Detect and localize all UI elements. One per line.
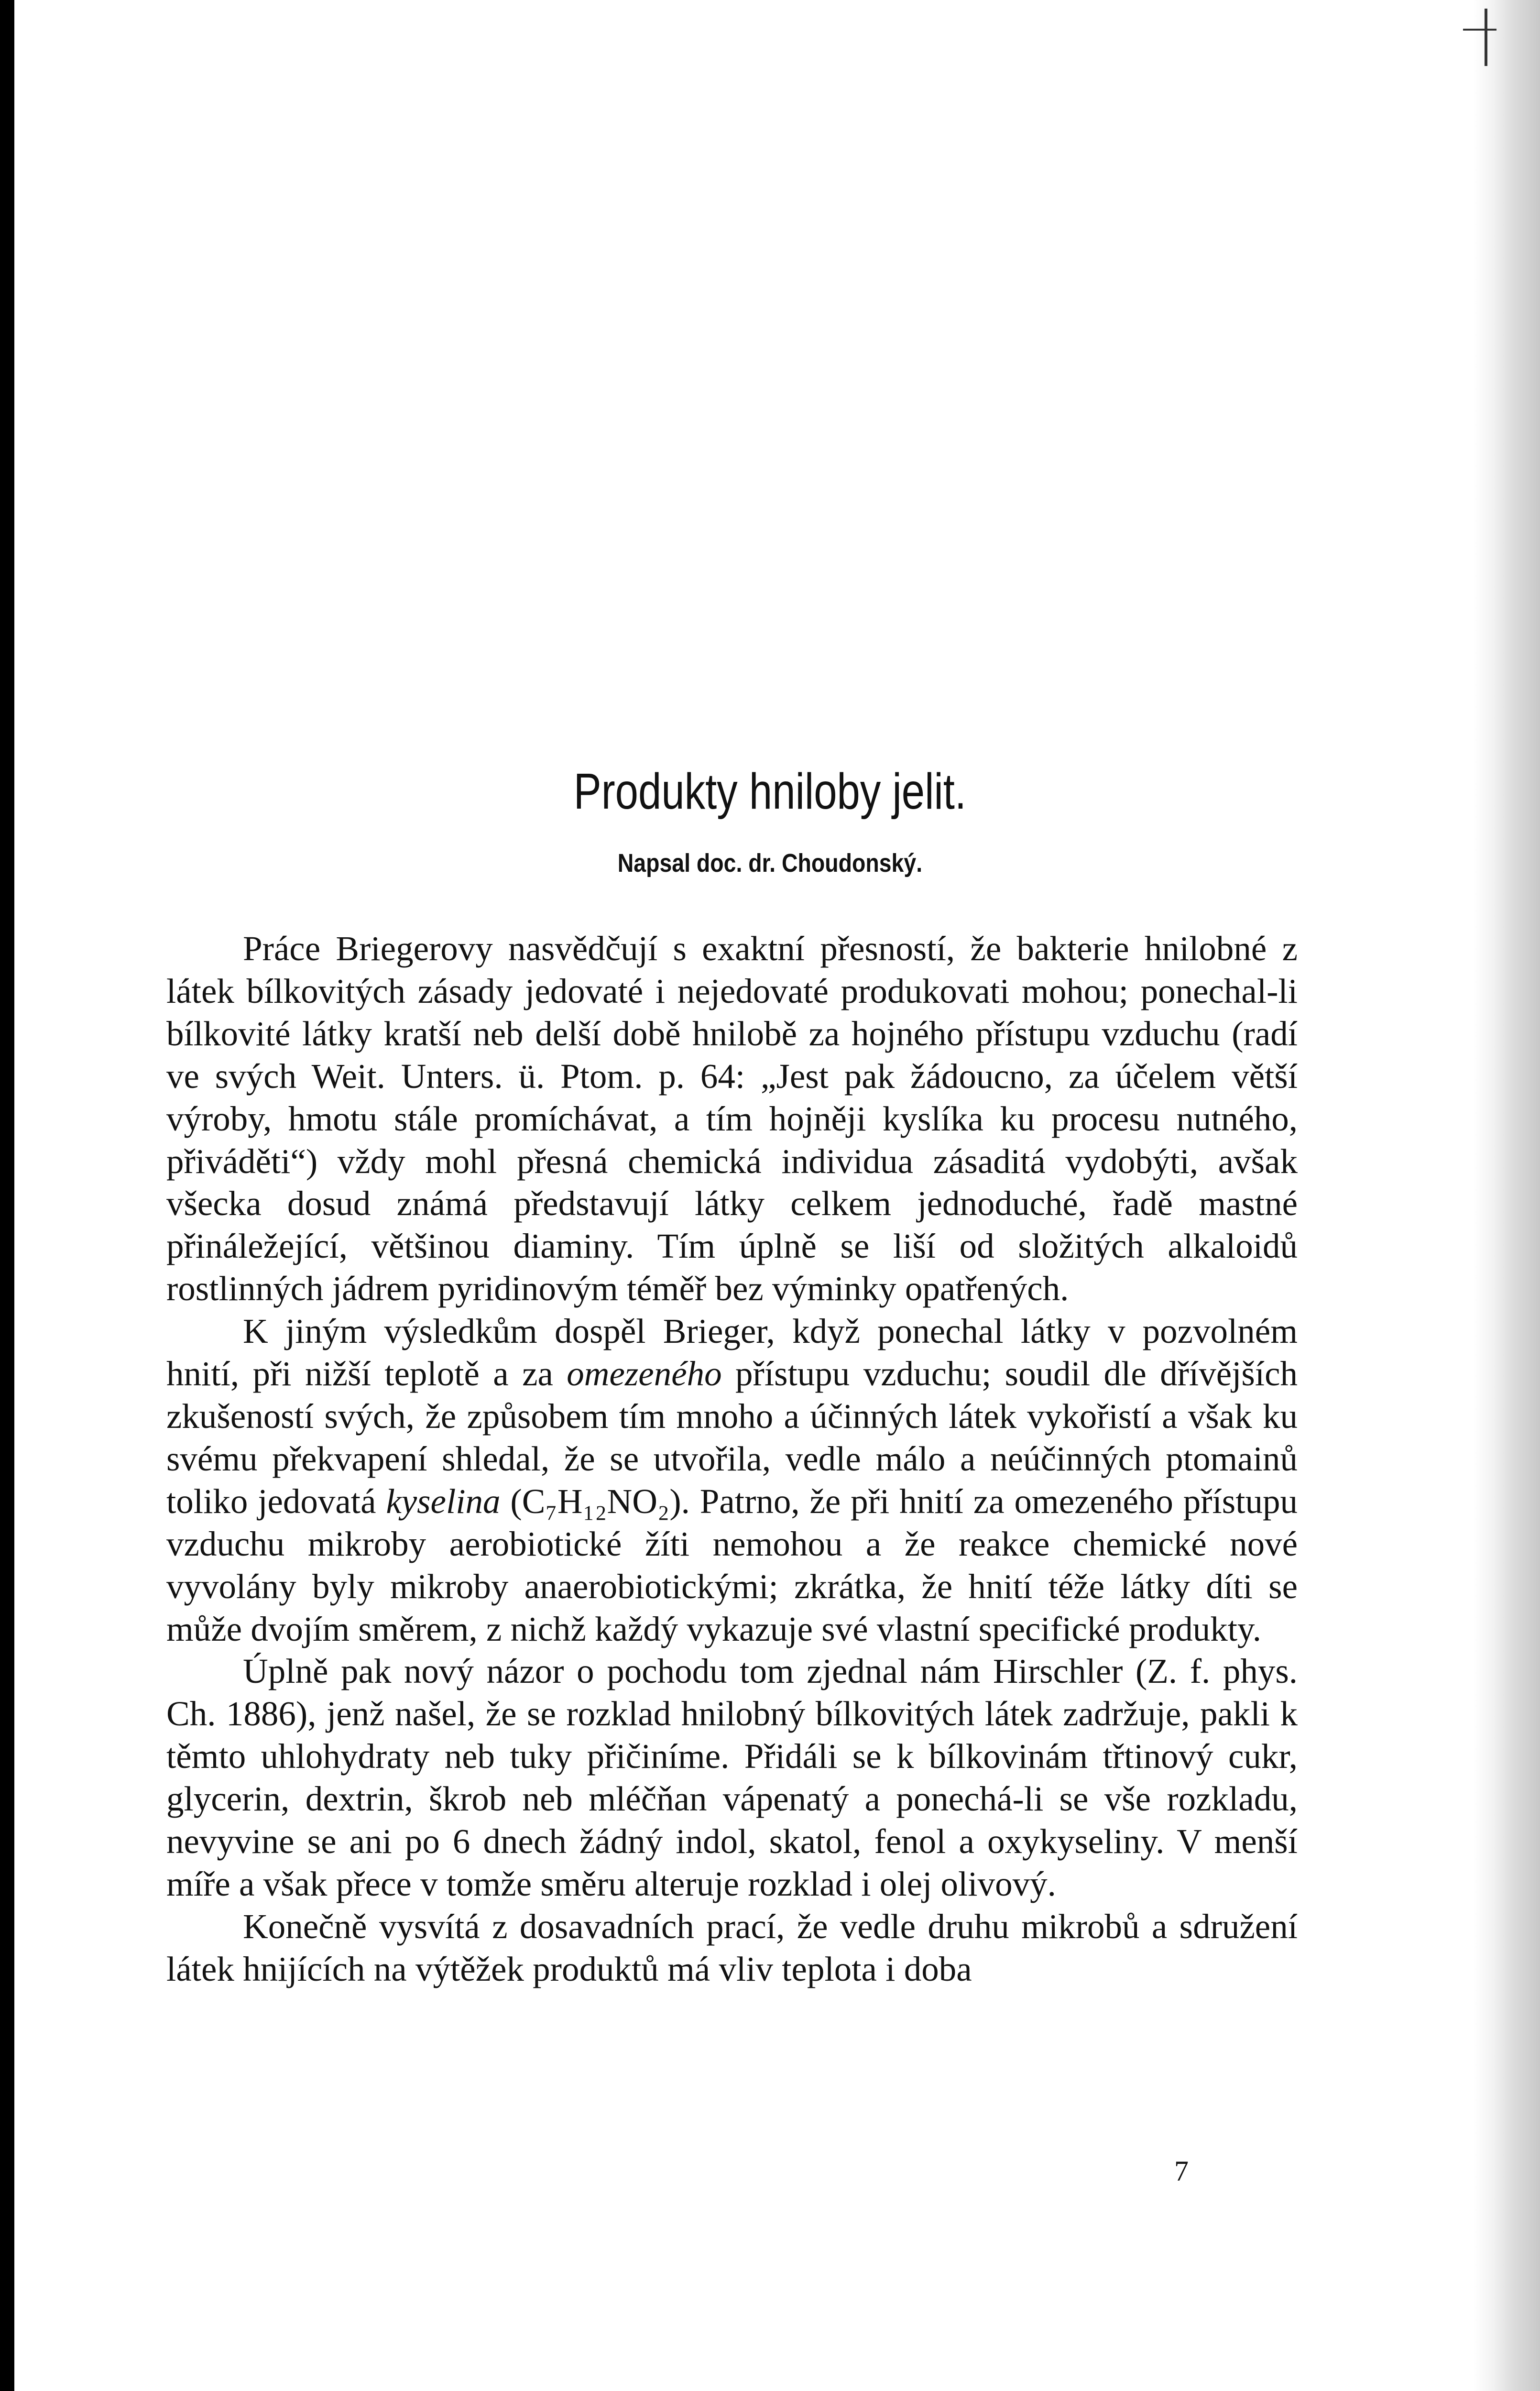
article-body (166, 928, 1298, 1991)
paragraph: Práce Briegerovy nasvědčují s exaktní přesností, že bakterie hnilobné z látek bílkovitých zásady jedovaté i nejedovaté produkovati mohou; ponechal-li bílkovité látky kratší neb delší době hnilobě za hojného přístupu vzduchu (radí ve svých Weit. Unters. ü. Ptom. p. 64: „Jest pak žádoucno, za účelem větší výroby, hmotu stále promíchávat, a tím hojněji kyslíka ku procesu nutného, přiváděti“) vždy mohl přesná chemická individua zásaditá vydobýti, avšak všecka dosud známá představují látky celkem jednoduché, řadě mastné přináležející, většinou diaminy. Tím úplně se liší od složitých alkaloidů rostlinných jádrem pyridinovým téměř bez výminky opatřených. (166, 929, 1298, 1308)
paragraph-text: přístupu vzduchu; soudil dle dřívějších zkušeností svých, že způsobem tím mnoho a účinných látek vykořistí a však ku svému překvapení shledal, že se utvořila, vedle málo a neúčinných ptomainů toliko jedovatá (166, 1354, 1298, 1521)
emphasized-text: kyselina (386, 1481, 501, 1521)
scan-mark (1463, 29, 1496, 31)
paragraph: Konečně vysvítá z dosavadních prací, že vedle druhu mikrobů a sdružení látek hnijících na výtěžek produktů má vliv teplota i doba (166, 1907, 1298, 1988)
article-byline: Napsal doc. dr. Choudonský. (617, 849, 923, 877)
chemical-formula: (C₇H₁₂NO₂). (510, 1481, 690, 1521)
paragraph (166, 1310, 1298, 1650)
emphasized-text: omezeného (567, 1354, 722, 1393)
scan-mark (1485, 9, 1487, 66)
paragraph-text: K jiným výsledkům dospěl Brieger, když ponechal látky v pozvolném hnití, při nižší teplotě a za (166, 1312, 1298, 1393)
page-number: 7 (1174, 2155, 1189, 2187)
scanned-page-edge (1473, 0, 1540, 2391)
paragraph: Úplně pak nový názor o pochodu tom zjednal nám Hirschler (Z. f. phys. Ch. 1886), jenž našel, že se rozklad hnilobný bílkovitých látek zadržuje, pakli k těmto uhlohydraty neb tuky přičiníme. Přidáli se k bílkovinám třtinový cukr, glycerin, dextrin, škrob neb mléčňan vápenatý a ponechá-li se vše rozkladu, nevyvine se ani po 6 dnech žádný indol, skatol, fenol a oxykyseliny. V menší míře a však přece v tomže směru alteruje rozklad i olej olivový. (166, 1652, 1298, 1903)
paragraph-text: Patrno, že při hnití za omezeného přístupu vzduchu mikroby aerobiotické žíti nemohou a že reakce chemické nové vyvolány byly mikroby anaerobiotickými; zkrátka, že hnití téže látky díti se může dvojím směrem, z nichž každý vykazuje své vlastní specifické produkty. (166, 1481, 1298, 1648)
article-title: Produkty hniloby jelit. (573, 763, 967, 820)
